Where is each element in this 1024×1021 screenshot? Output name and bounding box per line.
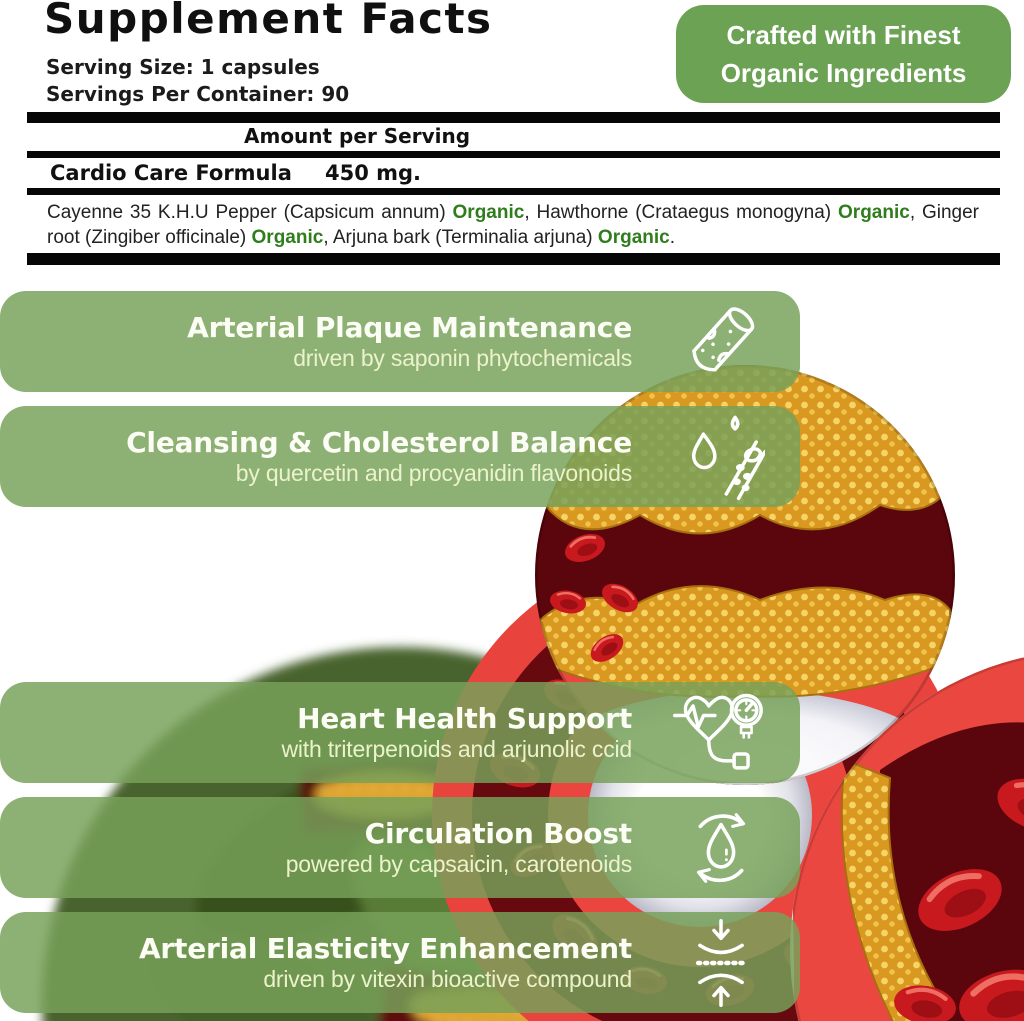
formula-amount: 450 mg. — [325, 161, 422, 185]
divider-thick — [27, 253, 1000, 265]
divider-thick — [27, 112, 1000, 123]
badge-line1: Crafted with Finest — [726, 20, 961, 50]
cleansing-droplets-icon — [642, 413, 800, 501]
banner-title: Arterial Plaque Maintenance — [187, 310, 632, 344]
banner-elasticity — [0, 912, 800, 1013]
elasticity-arrows-icon — [642, 917, 800, 1009]
heart-gauge-icon — [642, 689, 800, 777]
banner-subtitle: powered by capsaicin, carotenoids — [285, 850, 632, 877]
formula-name: Cardio Care Formula — [50, 161, 292, 185]
banner-title: Cleansing & Cholesterol Balance — [126, 425, 632, 459]
banner-subtitle: with triterpenoids and arjunolic ccid — [281, 735, 632, 762]
ingredients-text: Cayenne 35 K.H.U Pepper (Capsicum annum) Organic, Hawthorne (Crataegus monogyna) Organic, Ginger root (Zingiber officinale) Organic, Arjuna bark (Terminalia arjuna) Organic. — [47, 202, 979, 248]
banner-title: Circulation Boost — [364, 816, 632, 850]
organic-badge — [676, 5, 1011, 103]
circulation-droplet-icon — [642, 803, 800, 893]
servings-per-container: Servings Per Container: 90 — [46, 82, 350, 106]
amount-per-serving-header: Amount per Serving — [244, 124, 471, 148]
banner-title: Heart Health Support — [297, 701, 632, 735]
banner-circulation — [0, 797, 800, 898]
page-title: Supplement Facts — [44, 0, 493, 43]
banner-heart-health — [0, 682, 800, 783]
banner-cleansing — [0, 406, 800, 507]
divider — [27, 188, 1000, 195]
banner-subtitle: driven by saponin phytochemicals — [293, 344, 632, 371]
divider — [27, 151, 1000, 158]
banner-subtitle: driven by vitexin bioactive compound — [263, 965, 632, 992]
badge-line2: Organic Ingredients — [720, 58, 967, 88]
serving-size: Serving Size: 1 capsules — [46, 55, 320, 79]
banner-subtitle: by quercetin and procyanidin flavonoids — [235, 459, 632, 486]
banner-title: Arterial Elasticity Enhancement — [138, 931, 632, 965]
artery-tube-icon — [642, 298, 800, 386]
banner-arterial-plaque — [0, 291, 800, 392]
